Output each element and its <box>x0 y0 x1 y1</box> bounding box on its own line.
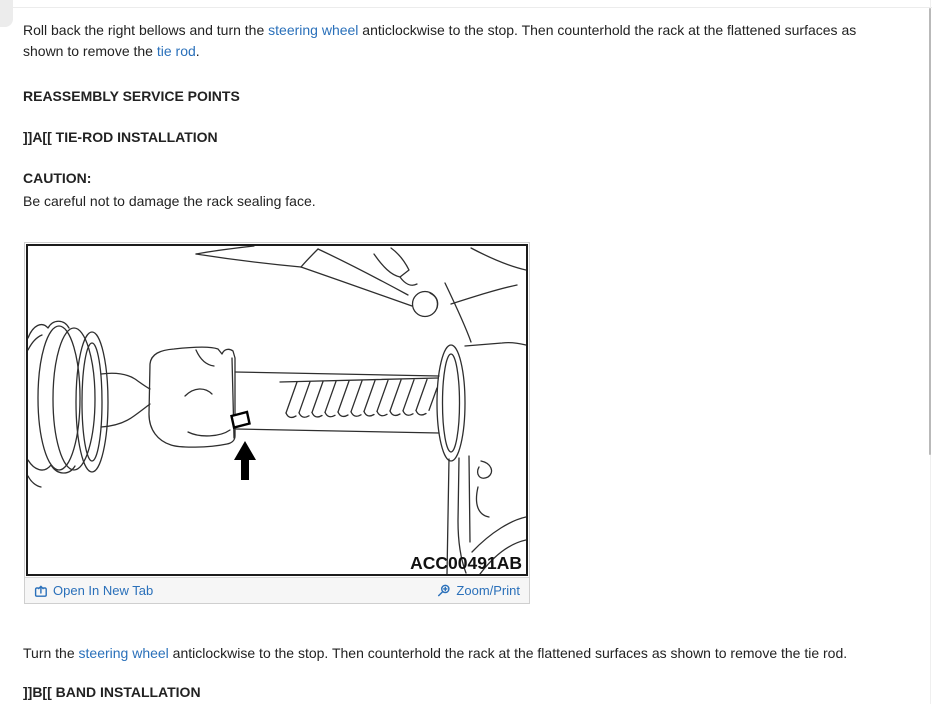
body-line <box>469 456 470 542</box>
closing-text-pre: Turn the <box>23 645 79 661</box>
intro-text-pre: Roll back the right bellows and turn the <box>23 22 269 38</box>
body-line <box>471 248 526 270</box>
top-divider <box>13 7 932 8</box>
closing-text-post: anticlockwise to the stop. Then counterhold the rack at the flattened surfaces as shown to remove the tie rod. <box>168 645 848 661</box>
zoom-print-link[interactable] <box>437 583 520 598</box>
bellows-fold-edge2 <box>28 476 41 487</box>
steering-wheel-link[interactable]: steering wheel <box>268 22 359 38</box>
open-in-new-tab-label: Open In New Tab <box>53 583 154 598</box>
rack-bottom-line <box>236 429 439 433</box>
diagram-image <box>26 244 528 576</box>
clevis-bracket <box>374 248 409 277</box>
clevis-tail <box>400 277 417 285</box>
shaft-top-line <box>101 373 150 389</box>
tie-rod-link[interactable]: tie rod <box>156 43 196 59</box>
figure-toolbar <box>25 577 529 603</box>
open-in-new-tab-link[interactable] <box>34 583 153 598</box>
caution-label: CAUTION: <box>23 170 92 186</box>
bellows-fold-edge <box>28 335 42 350</box>
body-line <box>465 343 526 346</box>
rack-thread-hooks <box>286 411 426 418</box>
gear-housing-ring-outer <box>437 345 465 461</box>
tie-rod-diagram <box>28 246 526 574</box>
body-line <box>476 487 489 517</box>
rack-threads <box>286 380 437 414</box>
gear-housing-ring-inner <box>443 354 460 452</box>
open-in-new-tab-icon <box>34 584 48 598</box>
body-curl <box>478 461 492 478</box>
flat-surface-marker <box>232 412 250 428</box>
bellows-ring-outer <box>76 332 108 472</box>
figure-code-label: ACC00491AB <box>410 553 522 573</box>
intro-text-post: . <box>195 43 200 59</box>
control-arm-lower-edge <box>301 267 412 306</box>
zoom-in-icon <box>437 584 451 598</box>
steering-wheel-link-2[interactable]: steering wheel <box>78 645 169 661</box>
scrollbar-thumb[interactable] <box>929 8 931 455</box>
intro-paragraph <box>23 20 883 62</box>
body-line <box>196 254 301 267</box>
subheading-band-installation: ]]B[[ BAND INSTALLATION <box>23 684 201 700</box>
body-line <box>301 249 318 267</box>
rack-top-line <box>235 372 439 376</box>
section-heading: REASSEMBLY SERVICE POINTS <box>23 88 240 104</box>
ball-joint-housing <box>149 347 235 447</box>
pointer-arrow <box>234 441 256 480</box>
body-line <box>196 246 254 254</box>
housing-detail-bottom <box>188 430 230 436</box>
housing-detail-top <box>196 350 214 366</box>
wheel-arch-line <box>472 517 526 552</box>
intro-text-mid: anticlockwise to the stop. Then counterhold the rack at the flattened surfaces as shown to remove the <box>23 22 857 59</box>
body-line <box>445 283 471 342</box>
panel-corner <box>0 0 13 27</box>
housing-detail-mid <box>185 389 212 396</box>
subheading-tie-rod-installation: ]]A[[ TIE-ROD INSTALLATION <box>23 129 218 145</box>
body-line <box>451 285 517 304</box>
zoom-print-label: Zoom/Print <box>456 583 520 598</box>
caution-text: Be careful not to damage the rack sealing face. <box>23 193 316 209</box>
figure-container <box>24 242 530 604</box>
closing-paragraph <box>23 643 903 664</box>
